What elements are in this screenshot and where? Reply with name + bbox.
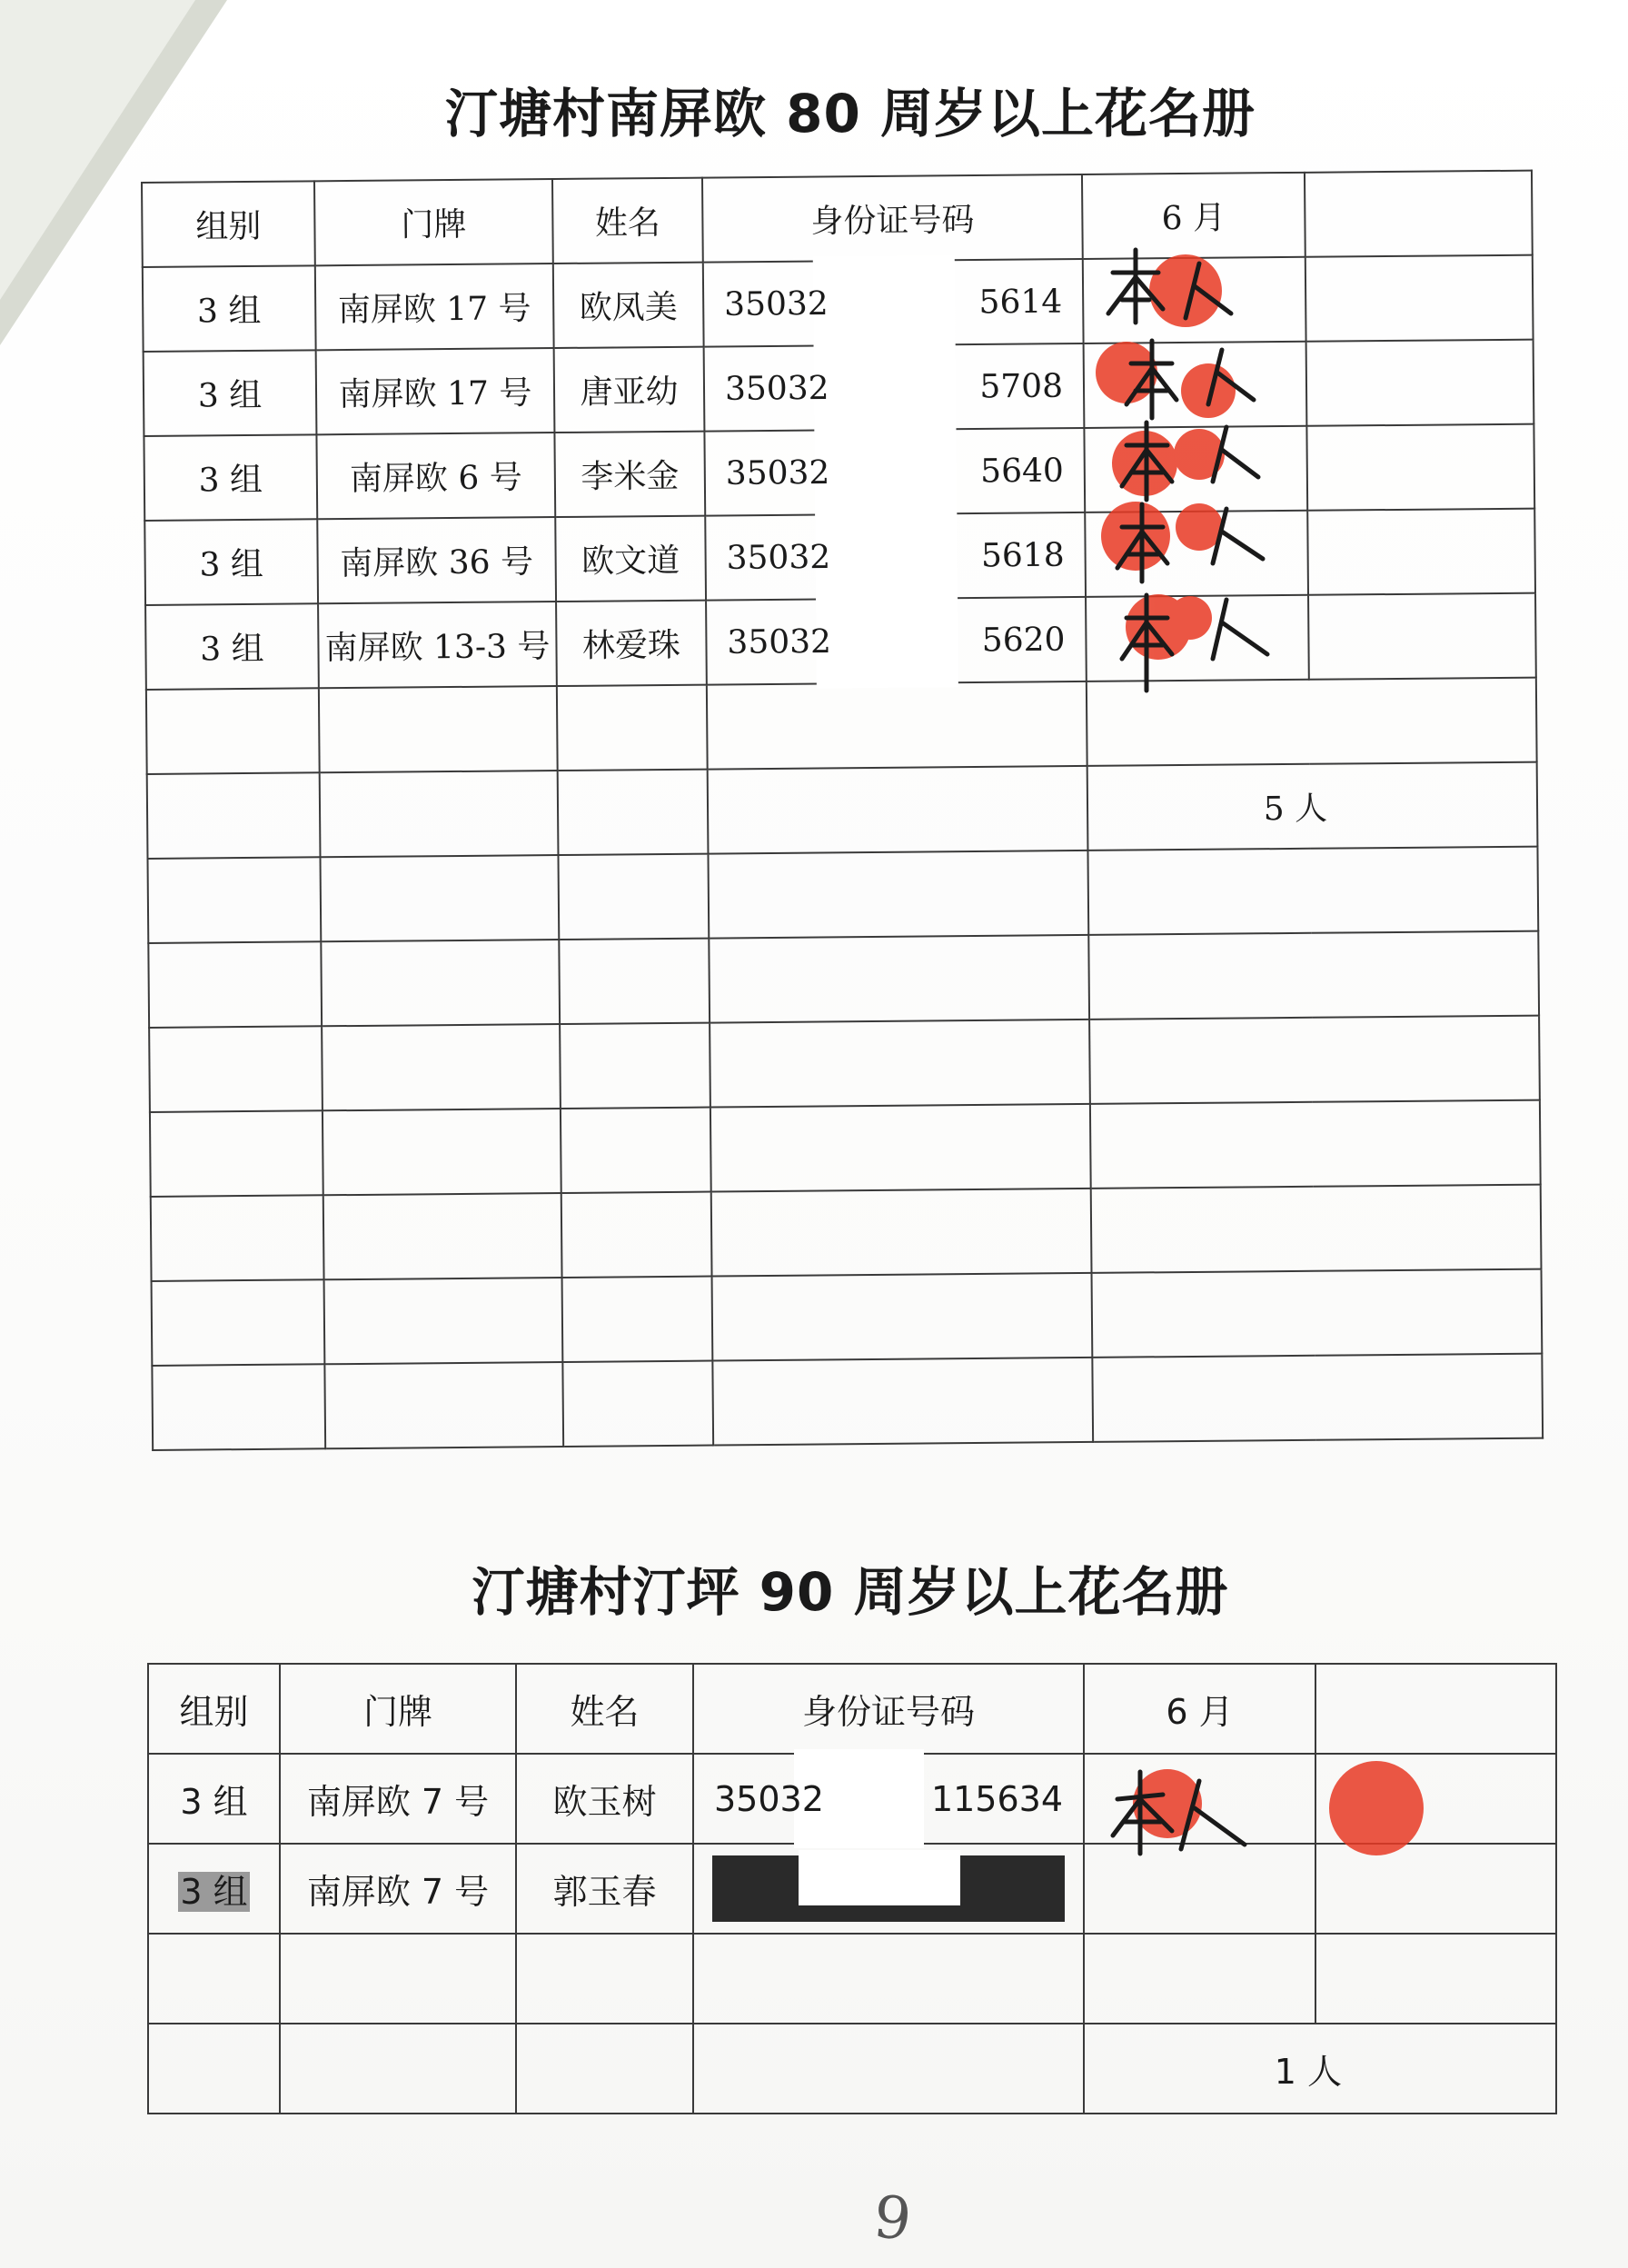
id-suffix: 5614 (978, 283, 1063, 321)
group-cell (148, 1844, 280, 1934)
table-row (144, 424, 1534, 521)
name-cell: 欧凤美 (553, 263, 704, 348)
id-cell (693, 1754, 1084, 1844)
name-cell: 唐亚幼 (554, 347, 705, 433)
name-cell: 李米金 (554, 432, 705, 517)
name-cell: 欧文道 (555, 516, 706, 602)
group-cell: 3 组 (148, 1754, 280, 1844)
table-row (145, 593, 1536, 690)
id-prefix: 35032 (725, 453, 830, 492)
count-row (148, 2024, 1556, 2114)
id-cell-redacted (693, 1844, 1084, 1934)
group-cell: 3 组 (143, 265, 316, 352)
sign-cell (1084, 1844, 1315, 1934)
header-door: 门牌 (314, 179, 553, 265)
sign-cell (1083, 257, 1306, 343)
count-cell: 1 人 (1084, 2024, 1556, 2114)
name-cell: 林爱珠 (556, 601, 707, 686)
redaction-mask (814, 424, 957, 519)
table-row (143, 255, 1534, 352)
id-suffix: 5708 (979, 367, 1064, 405)
empty-row (150, 1100, 1541, 1197)
highlighted-group: 3 组 (180, 1872, 248, 1912)
blank-cell (1308, 593, 1536, 680)
empty-row (149, 1016, 1540, 1112)
register-title-90: 汀塘村汀坪 90 周岁以上花名册 (472, 1561, 1229, 1623)
id-cell (703, 259, 1084, 347)
header-id: 身份证号码 (702, 174, 1083, 263)
door-cell: 南屏欧 6 号 (316, 433, 555, 519)
id-cell (705, 512, 1086, 601)
table-header-row (142, 171, 1533, 267)
empty-row (148, 1934, 1556, 2024)
table-row (148, 1754, 1556, 1844)
empty-row (148, 847, 1539, 943)
id-cell (704, 343, 1085, 432)
id-suffix: 115634 (930, 1778, 1063, 1819)
redaction-mask (815, 509, 958, 603)
redaction-mask (814, 340, 957, 434)
page-number: 9 (870, 2183, 915, 2254)
id-prefix: 35032 (724, 284, 829, 323)
table-header-row (148, 1664, 1556, 1754)
id-cell (706, 597, 1087, 685)
door-cell: 南屏欧 13-3 号 (318, 602, 557, 688)
header-group: 组别 (142, 181, 315, 267)
header-name: 姓名 (552, 178, 703, 264)
id-prefix: 35032 (724, 369, 829, 408)
empty-row (148, 931, 1539, 1028)
header-group: 组别 (148, 1664, 280, 1754)
door-cell: 南屏欧 7 号 (280, 1754, 516, 1844)
register-title-80: 汀塘村南屏欧 80 周岁以上花名册 (444, 83, 1256, 144)
id-suffix: 5640 (980, 452, 1064, 490)
sign-cell (1084, 342, 1307, 428)
id-cell (704, 428, 1085, 516)
register-table-80 (141, 170, 1544, 1451)
header-month: 6 月 (1084, 1664, 1315, 1754)
id-prefix: 35032 (727, 622, 832, 662)
header-blank (1315, 1664, 1556, 1754)
empty-row (151, 1185, 1542, 1281)
door-cell: 南屏欧 17 号 (316, 348, 555, 434)
door-cell: 南屏欧 7 号 (280, 1844, 516, 1934)
header-blank (1305, 171, 1533, 257)
empty-row (152, 1354, 1543, 1450)
door-cell: 南屏欧 36 号 (317, 517, 556, 603)
header-month: 6 月 (1082, 173, 1305, 259)
table-row (144, 340, 1534, 436)
blank-cell (1315, 1844, 1556, 1934)
empty-row (146, 678, 1537, 774)
redaction-block (712, 1855, 1065, 1922)
id-prefix: 35032 (726, 538, 831, 577)
name-cell: 欧玉树 (516, 1754, 693, 1844)
sign-cell (1086, 595, 1309, 681)
group-cell: 3 组 (145, 603, 319, 690)
redaction-mask (816, 593, 958, 688)
sign-cell (1084, 1754, 1315, 1844)
register-table-90 (147, 1663, 1557, 2114)
header-name: 姓名 (516, 1664, 693, 1754)
id-suffix: 5618 (980, 536, 1065, 574)
count-row (147, 762, 1538, 859)
table-row (144, 509, 1535, 605)
group-cell: 3 组 (144, 434, 317, 521)
group-cell: 3 组 (144, 519, 318, 605)
sign-cell (1085, 511, 1308, 597)
count-cell: 5 人 (1087, 762, 1538, 850)
group-cell: 3 组 (144, 350, 317, 436)
blank-cell (1307, 509, 1535, 595)
id-suffix: 5620 (981, 621, 1066, 659)
door-cell: 南屏欧 17 号 (315, 264, 554, 350)
header-door: 门牌 (280, 1664, 516, 1754)
table-row (148, 1844, 1556, 1934)
seal-cell (1315, 1754, 1556, 1844)
blank-cell (1306, 424, 1534, 511)
header-id: 身份证号码 (693, 1664, 1084, 1754)
blank-cell (1305, 255, 1534, 342)
sign-cell (1084, 426, 1307, 512)
name-cell: 郭玉春 (516, 1844, 693, 1934)
id-prefix: 35032 (714, 1778, 824, 1819)
redaction-mask (813, 255, 956, 350)
empty-row (152, 1269, 1543, 1366)
blank-cell (1306, 340, 1534, 426)
